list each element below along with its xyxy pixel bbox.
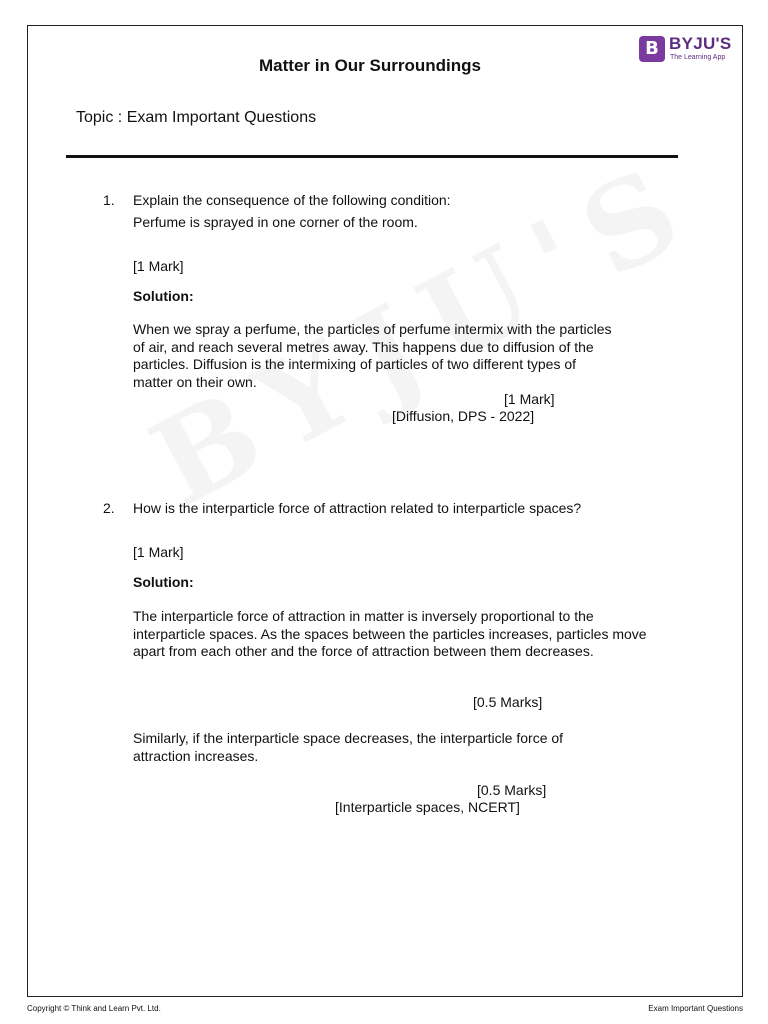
question-2-answer-2-marks: [0.5 Marks]	[477, 782, 547, 798]
question-1-source: [Diffusion, DPS - 2022]	[392, 408, 535, 424]
topic-heading: Topic : Exam Important Questions	[76, 109, 317, 126]
byjus-logo	[639, 34, 743, 64]
question-1-answer: When we spray a perfume, the particles of perfume intermix with the particles of air, and reach several metres away. This happens due to diffusion of the particles. Diffusion is the intermixing of particles of two different types of matter on their own.	[133, 321, 612, 390]
question-2-answer-marks: [0.5 Marks]	[473, 694, 543, 710]
question-1-answer-marks: [1 Mark]	[504, 391, 555, 407]
question-1-text-line2: Perfume is sprayed in one corner of the room.	[133, 214, 418, 230]
question-2-marks: [1 Mark]	[133, 544, 184, 560]
question-2-source: [Interparticle spaces, NCERT]	[335, 799, 520, 815]
logo-tagline: The Learning App	[670, 54, 726, 61]
question-2-text: How is the interparticle force of attraction related to interparticle spaces?	[133, 500, 582, 516]
question-1-text-line1: Explain the consequence of the following condition:	[133, 192, 451, 208]
question-1-marks: [1 Mark]	[133, 258, 184, 274]
footer-doc-title: Exam Important Questions	[648, 1004, 743, 1013]
question-2-answer-2: Similarly, if the interparticle space decreases, the interparticle force of attraction increases.	[133, 730, 564, 764]
question-2-solution-label: Solution:	[133, 574, 194, 590]
logo-mark-icon: B	[639, 36, 665, 62]
question-2-answer: The interparticle force of attraction in matter is inversely proportional to the interparticle spaces. As the spaces between the particles increases, particles move apart from each other and the force of attraction between them decreases.	[133, 608, 647, 659]
question-1-solution-label: Solution:	[133, 288, 194, 304]
question-1-number: 1.	[103, 192, 115, 208]
footer-copyright: Copyright © Think and Learn Pvt. Ltd.	[27, 1004, 161, 1013]
page-title: Matter in Our Surroundings	[259, 56, 481, 75]
logo-wordmark: BYJU'S	[669, 34, 732, 53]
header-divider	[66, 155, 678, 158]
question-2-number: 2.	[103, 500, 115, 516]
